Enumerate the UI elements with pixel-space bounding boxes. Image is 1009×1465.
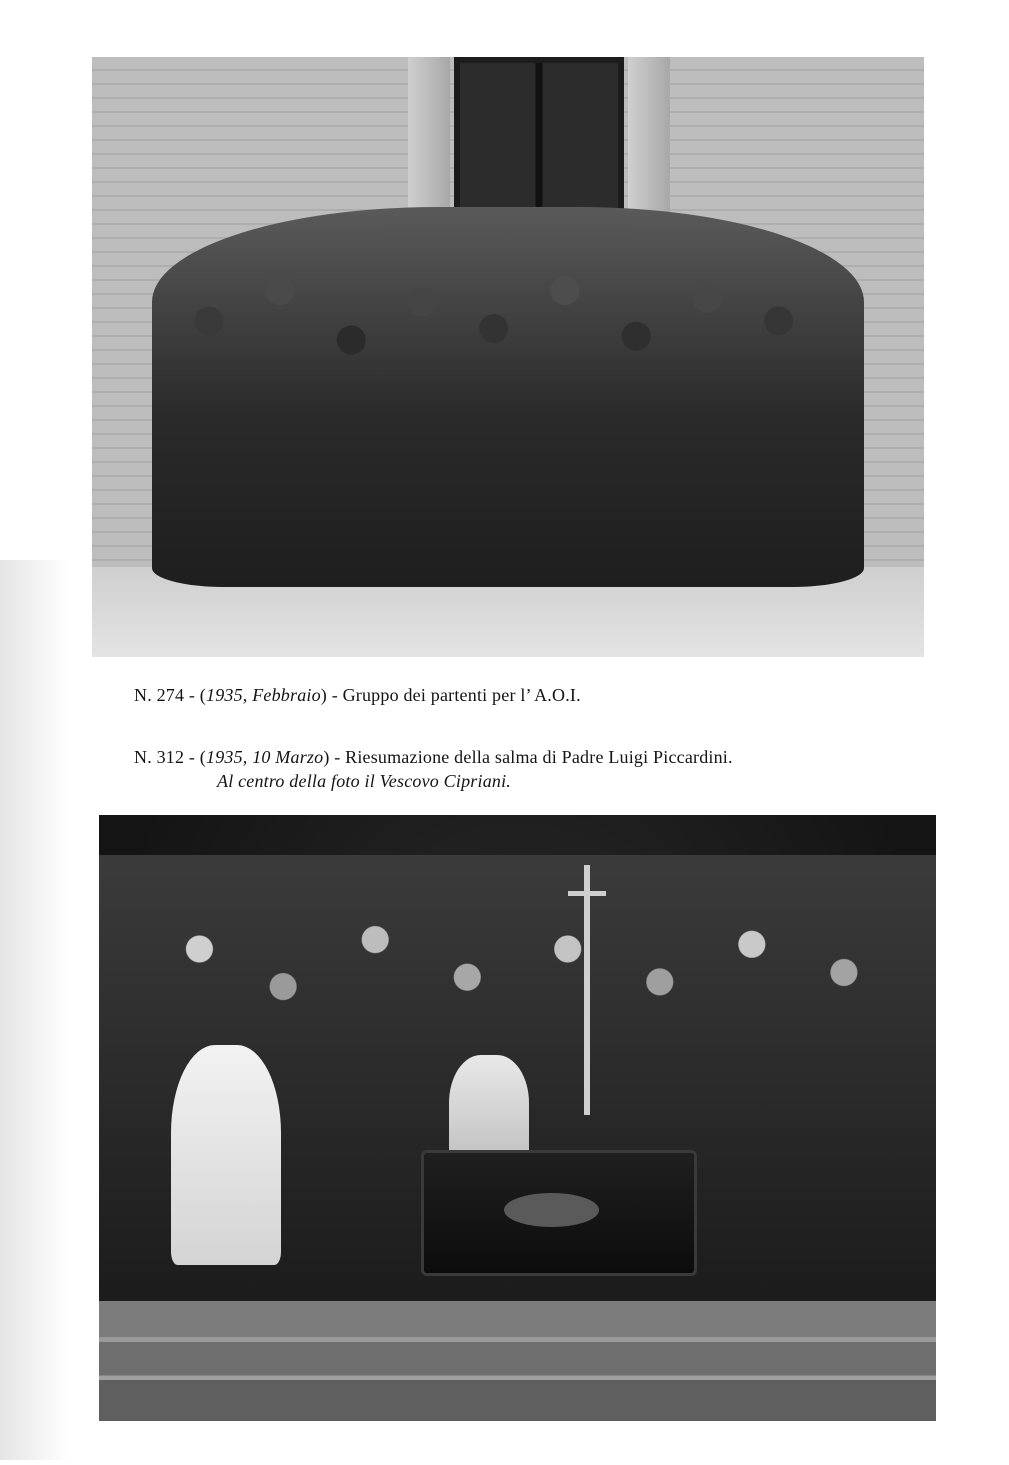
caption-photo-312-line2: Al centro della foto il Vescovo Cipriani.	[217, 771, 511, 791]
caption-separator: ) -	[320, 685, 343, 705]
caption-number: N. 312	[134, 747, 185, 767]
caption-text: Gruppo dei partenti per l’ A.O.I.	[342, 685, 581, 705]
stone-steps	[99, 1301, 936, 1421]
caption-date: 1935, Febbraio	[206, 685, 321, 705]
caption-separator: ) -	[323, 747, 346, 767]
photo-crowd	[152, 207, 864, 587]
caption-photo-312	[134, 746, 733, 768]
casket	[421, 1150, 697, 1276]
photo-exhumation	[99, 815, 936, 1421]
caption-separator: - (	[184, 685, 206, 705]
caption-text: Riesumazione della salma di Padre Luigi Piccardini.	[345, 747, 733, 767]
page-edge-shadow	[0, 560, 70, 1460]
caption-date: 1935, 10 Marzo	[206, 747, 324, 767]
caption-number: N. 274	[134, 685, 185, 705]
priest-surplice	[171, 1045, 281, 1265]
processional-cross	[584, 865, 590, 1115]
caption-photo-274	[134, 684, 581, 706]
casket-plaque	[504, 1193, 599, 1227]
photo-group-departing	[92, 57, 924, 657]
caption-separator: - (	[184, 747, 206, 767]
